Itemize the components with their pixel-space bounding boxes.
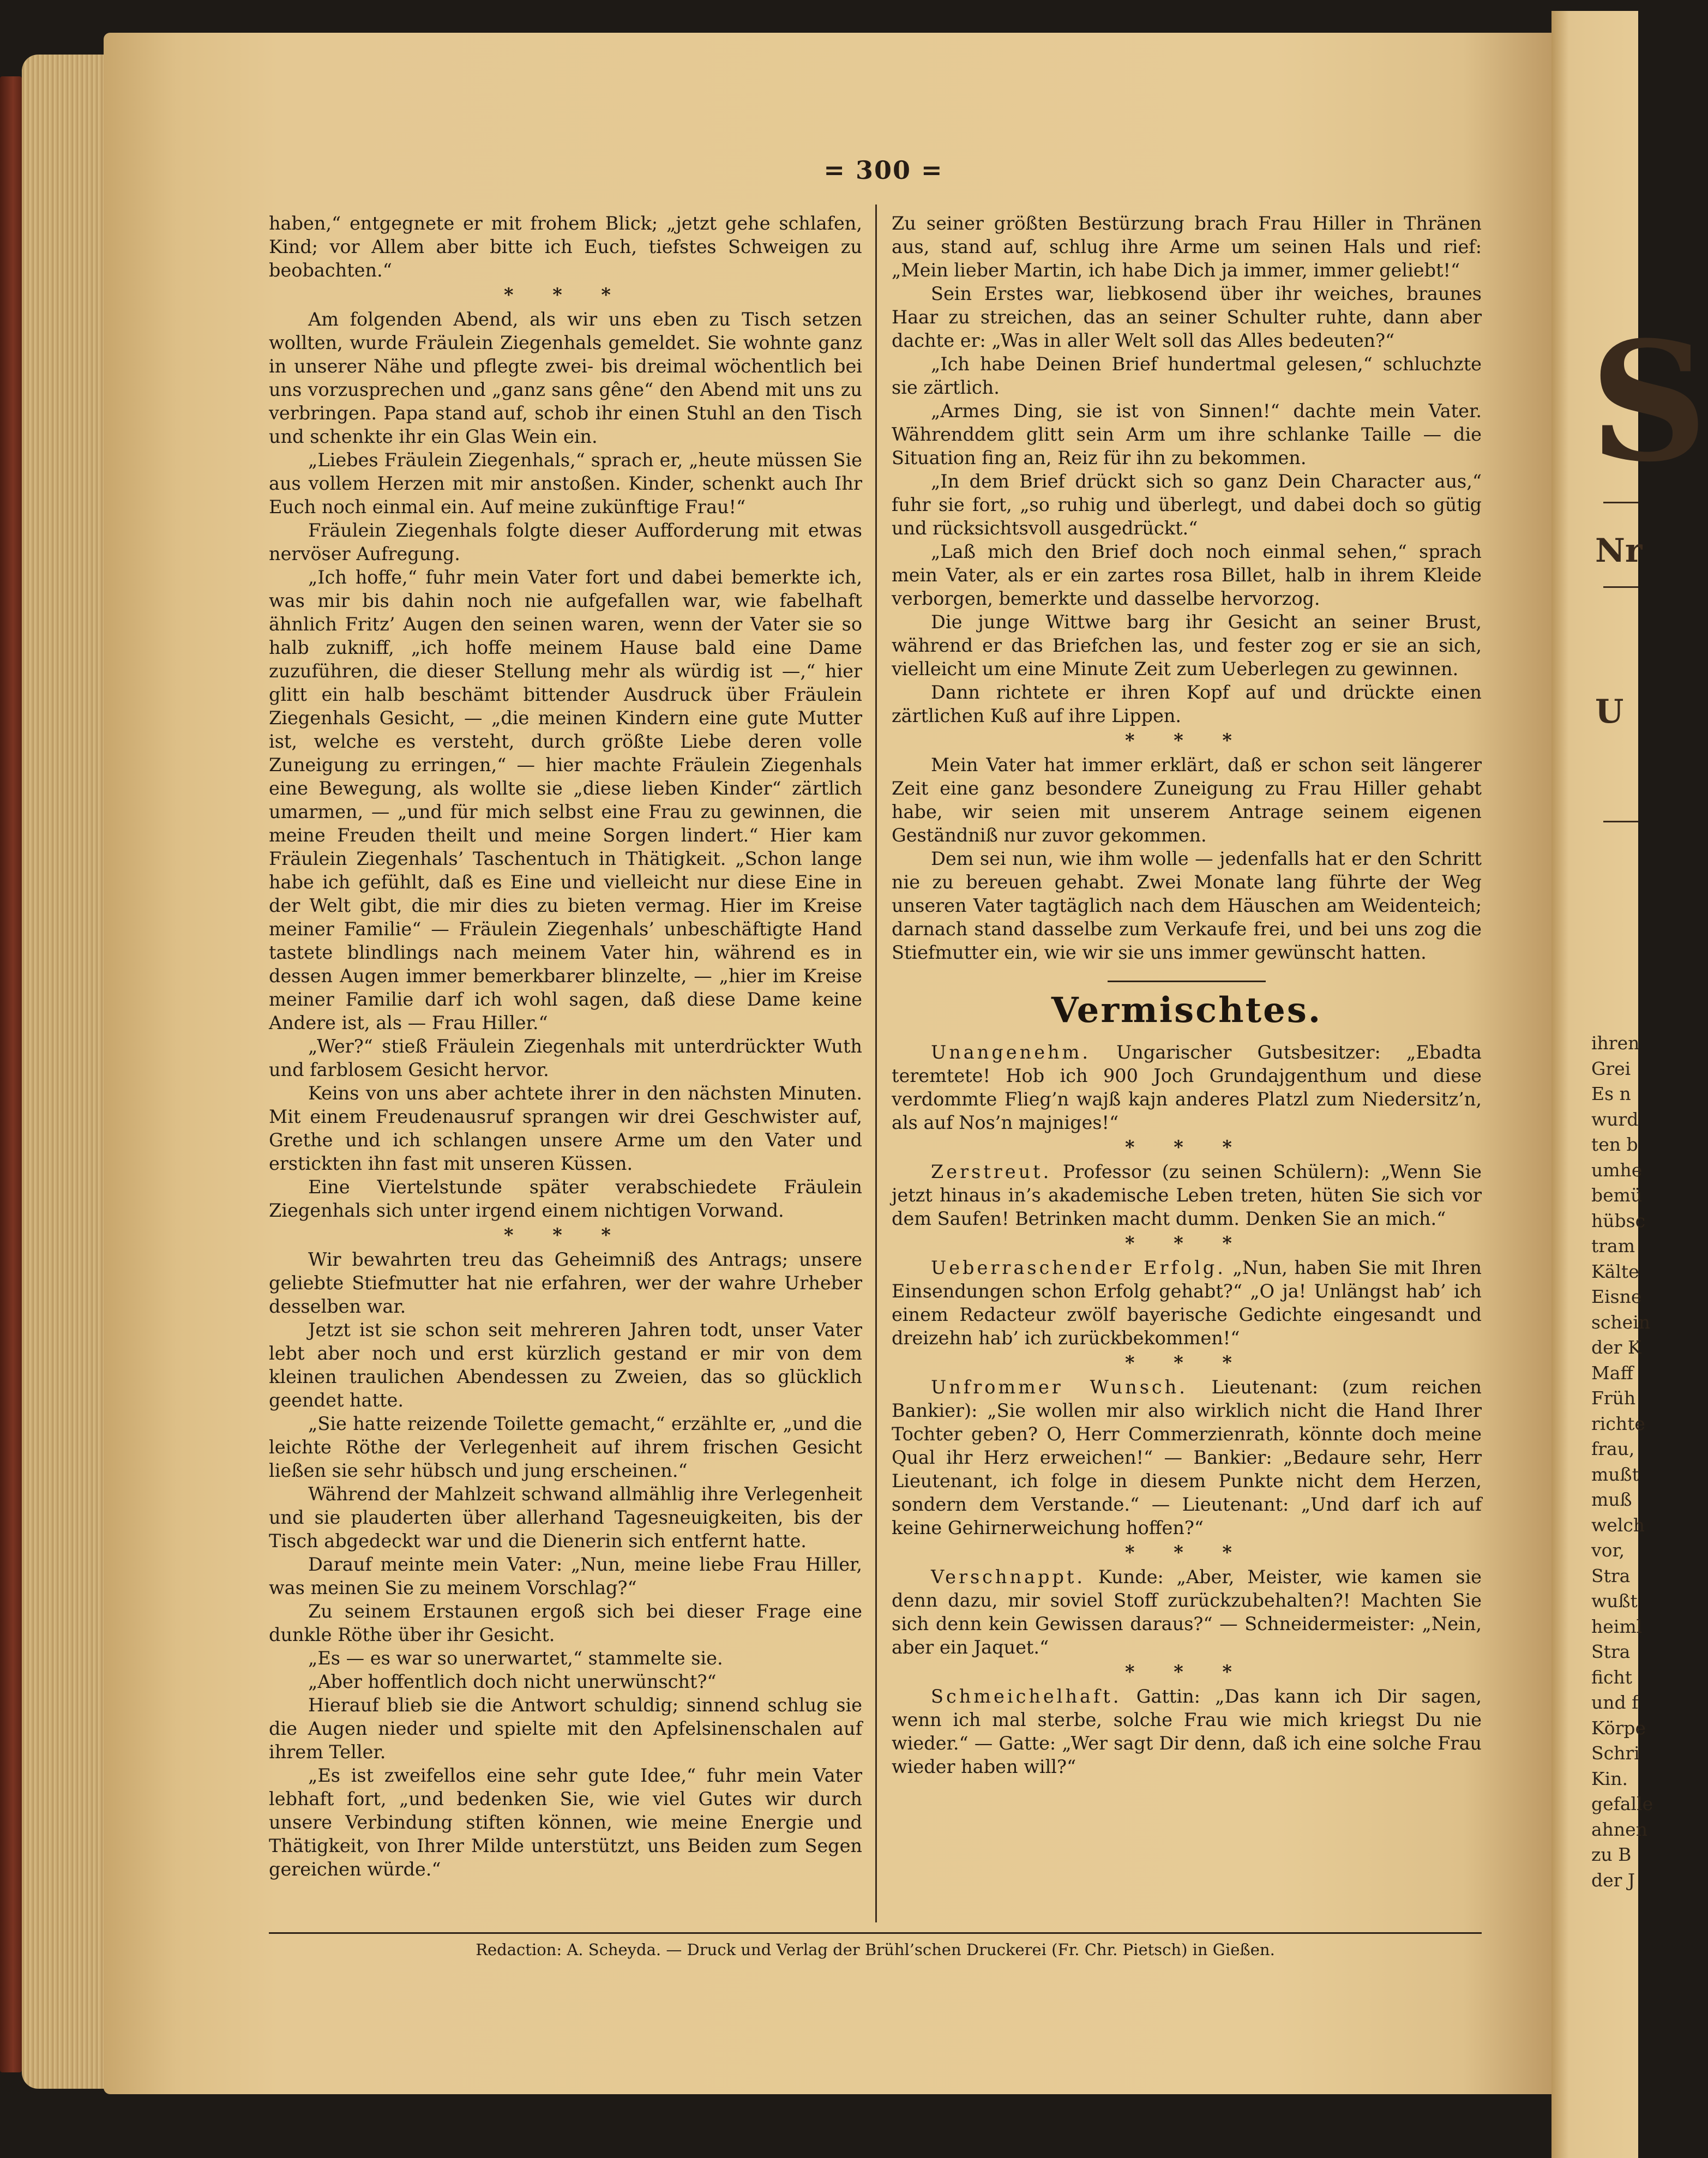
next-page-heading-fragment: Nr	[1595, 532, 1643, 570]
section-title: Vermischtes.	[1051, 990, 1322, 1031]
paragraph: „Ich habe Deinen Brief hundertmal gelesen,“ schluchzte sie zärtlich.	[892, 353, 1482, 398]
left-column	[269, 212, 862, 1881]
next-page-fragment: wußt	[1591, 1590, 1638, 1612]
anecdote	[892, 1160, 1482, 1230]
next-page-fragment: muß	[1591, 1489, 1632, 1510]
page-number-value: 300	[855, 155, 912, 185]
anecdote	[892, 1685, 1482, 1778]
next-page-fragment: bemü	[1591, 1185, 1643, 1206]
page-number: = 300 =	[823, 155, 943, 185]
next-page-fragment: wurd	[1591, 1108, 1639, 1130]
paragraph: Am folgenden Abend, als wir uns eben zu Tisch setzen wollten, wurde Fräulein Ziegenhals gemeldet. Sie wohnte ganz in unserer Nähe und pflegte zwei- bis dreimal wöchentlich bei uns vorzusprechen und „ganz sans gêne“ den Abend mit uns zu verbringen. Papa stand auf, schob ihr einen Stuhl an den Tisch und schenkte ihr ein Glas Wein ein.	[269, 309, 862, 447]
paragraph: „Ich hoffe,“ fuhr mein Vater fort und dabei bemerkte ich, was mir bis dahin noch nie aufgefallen war, wie fabelhaft ähnlich Fritz’ Augen den seinen waren, wenn der Vater sie so halb zukniff, „ich hoffe meinem Hause bald eine Dame zuzuführen, die dieser Stellung mehr als würdig ist —,“ hier glitt ein halb beschämt bittender Ausdruck über Fräulein Ziegenhals Gesicht, — „die meinen Kindern eine gute Mutter ist, welche es versteht, durch größte Liebe deren volle Zuneigung zu erringen,“ — hier machte Fräulein Ziegenhals eine Bewegung, als wollte sie „diese lieben Kinder“ zärtlich umarmen, — „und für mich selbst eine Frau zu gewinnen, die meine Freuden theilt und meine Sorgen lindert.“ Hier kam Fräulein Ziegenhals’ Taschentuch in Thätigkeit. „Schon lange habe ich gefühlt, daß es Eine und vielleicht nur diese Eine in der Welt gibt, die mir dies zu bieten vermag. Hier im Kreise meiner Familie“ — Fräulein Ziegenhals’ unbeschäftigte Hand tastete blindlings nach meinem Vater hin, während es in dessen Augen immer bemerkbarer blinzelte, — „hier im Kreise meiner Familie darf ich wohl sagen, daß diese Dame keine Andere ist, als — Frau Hiller.“	[269, 567, 862, 1033]
next-page-fragment: Kälte	[1591, 1260, 1639, 1282]
next-page-fragment: und f	[1591, 1692, 1639, 1713]
paragraph: Mein Vater hat immer erklärt, daß er schon seit längerer Zeit eine ganz besondere Zuneigung zu Frau Hiller gehabt habe, wir seien mit unserem Antrage seinem eigenen Geständniß nur zuvor gekommen.	[892, 754, 1482, 846]
next-page-fragment: Es n	[1591, 1083, 1631, 1104]
next-page-fragment: Maff	[1591, 1362, 1633, 1384]
section-break-stars: * * *	[504, 1224, 627, 1246]
next-page-fragment: hübsc	[1591, 1210, 1646, 1231]
right-column	[892, 212, 1482, 1778]
next-page-rule	[1603, 586, 1638, 588]
next-page-fragment: Grei	[1591, 1057, 1631, 1079]
right-column-story	[892, 212, 1482, 964]
paragraph: Dem sei nun, wie ihm wolle — jedenfalls hat er den Schritt nie zu bereuen gehabt. Zwei Monate lang führte der Weg unseren Vater tagtäglich nach dem Häuschen am Weidenteich; darnach stand dasselbe zum Verkaufe frei, und bei uns zog die Stiefmutter ein, wie wir sie uns immer gewünscht hatten.	[892, 848, 1482, 963]
paragraph: „Laß mich den Brief doch noch einmal sehen,“ sprach mein Vater, als er ein zartes rosa Billet, halb in ihrem Kleide verborgen, bemerkte und dasselbe hervorzog.	[892, 541, 1482, 609]
book-binding	[0, 76, 22, 2072]
paragraph: „Sie hatte reizende Toilette gemacht,“ erzählte er, „und die leichte Röthe der Verlegenheit auf ihrem frischen Gesicht ließen sie sehr hübsch und jung erscheinen.“	[269, 1413, 862, 1481]
paragraph: „Es — es war so unerwartet,“ stammelte sie.	[308, 1648, 723, 1669]
next-page-fragment: vor,	[1591, 1540, 1625, 1561]
anecdote-heading: Zerstreut.	[931, 1161, 1052, 1182]
next-page-fragment: Schri	[1591, 1742, 1640, 1764]
next-page-fragment: ficht	[1591, 1666, 1633, 1688]
anecdote	[892, 1375, 1482, 1540]
paragraph: „In dem Brief drückt sich so ganz Dein Character aus,“ fuhr sie fort, „so ruhig und überlegt, und dabei doch so gütig und rücksichtsvoll ausgedrückt.“	[892, 471, 1482, 539]
next-page-fragment: welch	[1591, 1514, 1645, 1536]
next-page-fragment: mußt	[1591, 1463, 1639, 1485]
column-divider	[875, 205, 877, 1922]
next-page-fragment: zu B	[1591, 1844, 1632, 1865]
section-break-stars: * * *	[504, 284, 627, 305]
next-page-fragment: umhe	[1591, 1159, 1643, 1181]
paragraph: Zu seiner größten Bestürzung brach Frau Hiller in Thränen aus, stand auf, schlug ihre Arme um seinen Hals und rief: „Mein lieber Martin, ich habe Dich ja immer, immer geliebt!“	[892, 213, 1482, 281]
next-page-fragment: Kin.	[1591, 1768, 1628, 1789]
section-break-stars: * * *	[1125, 1137, 1248, 1158]
paragraph: Während der Mahlzeit schwand allmählig ihre Verlegenheit und sie plauderten über allerhand Tagesneuigkeiten, bis der Tisch abgedeckt war und die Dienerin sich entfernt hatte.	[269, 1483, 862, 1552]
next-page-fragment: schein	[1591, 1311, 1651, 1333]
next-page-title-fragment: S	[1590, 305, 1708, 498]
next-page-fragment: heiml	[1591, 1615, 1643, 1637]
paragraph: haben,“ entgegnete er mit frohem Blick; „jetzt gehe schlafen, Kind; vor Allem aber bitte ich Euch, tiefstes Schweigen zu beobachten.“	[269, 213, 862, 281]
anecdote-heading: Schmeichelhaft.	[931, 1686, 1122, 1707]
paragraph: Wir bewahrten treu das Geheimniß des Antrags; unsere geliebte Stiefmutter hat nie erfahren, wer der wahre Urheber desselben war.	[269, 1249, 862, 1317]
paragraph: „Liebes Fräulein Ziegenhals,“ sprach er, „heute müssen Sie aus vollem Herzen mit mir anstoßen. Kinder, schenkt auch Ihr Euch noch einmal ein. Auf meine zukünftige Frau!“	[269, 449, 862, 518]
anecdote-heading: Unangenehm.	[931, 1042, 1091, 1063]
paragraph: „Es ist zweifellos eine sehr gute Idee,“ fuhr mein Vater lebhaft fort, „und bedenken Sie, wie viel Gutes wir durch unsere Verbindung stiften können, wie meine Energie und Thätigkeit, von Ihrer Milde unterstützt, uns Beiden zum Segen gereichen würde.“	[269, 1765, 862, 1880]
anecdotes	[892, 1041, 1482, 1778]
anecdote-text: Professor (zu seinen Schülern): „Wenn Sie jetzt hinaus in’s akademische Leben treten, hüten Sie sich vor dem Saufen! Betrinken macht dumm. Denken Sie an mich.“	[892, 1161, 1482, 1229]
next-page-fragment: der K	[1591, 1337, 1641, 1358]
paragraph: Jetzt ist sie schon seit mehreren Jahren todt, unser Vater lebt aber noch und erst kürzlich gestand er mir von dem kleinen traulichen Abendessen zu Zweien, das so glücklich geendet hatte.	[269, 1319, 862, 1411]
next-page-fragment: Körpe	[1591, 1717, 1646, 1739]
anecdote-text: „Nun, haben Sie mit Ihren Einsendungen schon Erfolg gehabt?“ „O ja! Unlängst hab’ ich einem Redacteur zwölf bayerische Gedichte eingesandt und dreizehn hab’ ich zurückbekommen!“	[892, 1257, 1482, 1349]
paragraph: „Aber hoffentlich doch nicht unerwünscht?“	[308, 1671, 717, 1692]
section-break-stars: * * *	[1125, 1233, 1248, 1254]
paragraph: Darauf meinte mein Vater: „Nun, meine liebe Frau Hiller, was meinen Sie zu meinem Vorschlag?“	[269, 1554, 862, 1598]
anecdote-heading: Verschnappt.	[931, 1566, 1086, 1588]
next-page-fragment: ihren	[1591, 1032, 1640, 1054]
paragraph: Dann richtete er ihren Kopf auf und drückte einen zärtlichen Kuß auf ihre Lippen.	[892, 682, 1482, 726]
next-page-fragment: der J	[1591, 1869, 1635, 1891]
anecdote-text: Lieutenant: (zum reichen Bankier): „Sie wollen mir also wirklich nicht die Hand Ihrer Tochter geben? O, Herr Commerzienrath, könnte doch meine Qual ihr Herz erweichen!“ — Bankier: „Bedaure sehr, Herr Lieutenant, ich folge in diesem Punkte nicht dem Herzen, sondern dem Verstande.“ — Lieutenant: „Und darf ich auf keine Gehirnerweichung hoffen?“	[892, 1376, 1482, 1538]
anecdote	[892, 1565, 1482, 1659]
section-break-stars: * * *	[1125, 1542, 1248, 1563]
next-page-fragment: Stra	[1591, 1565, 1631, 1586]
next-page-fragment: Früh	[1591, 1387, 1636, 1409]
section-break-stars: * * *	[1125, 1352, 1248, 1373]
anecdote-heading: Unfrommer Wunsch.	[931, 1376, 1188, 1398]
anecdote	[892, 1041, 1482, 1134]
next-page-fragment: tram	[1591, 1235, 1635, 1257]
paragraph: Fräulein Ziegenhals folgte dieser Aufforderung mit etwas nervöser Aufregung.	[269, 520, 862, 564]
section-break-stars: * * *	[1125, 730, 1248, 751]
paragraph: „Armes Ding, sie ist von Sinnen!“ dachte mein Vater. Währenddem glitt sein Arm um ihre schlanke Taille — die Situation fing an, Reiz für ihn zu bekommen.	[892, 400, 1482, 468]
paragraph: „Wer?“ stieß Fräulein Ziegenhals mit unterdrückter Wuth und farblosem Gesicht hervor.	[269, 1036, 862, 1080]
next-page-fragment: Eisne	[1591, 1286, 1642, 1307]
footer-rule	[269, 1932, 1482, 1934]
section-rule	[1108, 981, 1266, 982]
anecdote-text: Gattin: „Das kann ich Dir sagen, wenn ich mal sterbe, solche Frau wie mich kriegst Du nie wieder.“ — Gatte: „Wer sagt Dir denn, daß ich eine solche Frau wieder haben will?“	[892, 1686, 1482, 1777]
anecdote-text: Kunde: „Aber, Meister, wie kamen sie denn dazu, mir soviel Stoff zurückzubehalten?! Machten Sie sich denn kein Gewissen daraus?“ — Schneidermeister: „Nein, aber ein Jaquet.“	[892, 1566, 1482, 1658]
next-page-text-fragments	[1591, 1031, 1653, 1893]
next-page-rule	[1603, 502, 1638, 503]
paragraph: Hierauf blieb sie die Antwort schuldig; sinnend schlug sie die Augen nieder und spielte mit den Apfelsinenschalen auf ihrem Teller.	[269, 1694, 862, 1763]
next-page-fragment: richte	[1591, 1412, 1645, 1434]
section-break-stars: * * *	[1125, 1661, 1248, 1682]
next-page-fragment: ahnen	[1591, 1818, 1647, 1840]
paragraph: Die junge Wittwe barg ihr Gesicht an seiner Brust, während er das Briefchen las, und fester zog er sie an sich, vielleicht um eine Minute Zeit zum Ueberlegen zu gewinnen.	[892, 611, 1482, 680]
anecdote	[892, 1256, 1482, 1350]
paragraph: Sein Erstes war, liebkosend über ihr weiches, braunes Haar zu streichen, das an seiner Schulter ruhte, dann aber dachte er: „Was in aller Welt soll das Alles bedeuten?“	[892, 283, 1482, 351]
paragraph: Zu seinem Erstaunen ergoß sich bei dieser Frage eine dunkle Röthe über ihr Gesicht.	[269, 1601, 862, 1645]
next-page-fragment: frau,	[1591, 1438, 1635, 1459]
next-page-fragment: gefalle	[1591, 1793, 1653, 1814]
anecdote-heading: Ueberraschender Erfolg.	[931, 1257, 1226, 1278]
anecdote-text: Ungarischer Gutsbesitzer: „Ebadta teremtete! Hob ich 900 Joch Grundajgenthum und diese verdommte Flieg’n wajß kajn anderes Platzl zum Niedersitz’n, als auf Nos’n majniges!“	[892, 1042, 1482, 1133]
next-page-rule	[1603, 821, 1638, 822]
footer-imprint: Redaction: A. Scheyda. — Druck und Verlag der Brühl’schen Druckerei (Fr. Chr. Pietsch) in Gießen.	[476, 1940, 1275, 1959]
next-page-fragment: Stra	[1591, 1641, 1631, 1662]
paragraph: Keins von uns aber achtete ihrer in den nächsten Minuten. Mit einem Freudenausruf sprangen wir drei Geschwister auf, Grethe und ich schlangen unsere Arme um den Vater und erstickten ihn fast mit unseren Küssen.	[269, 1083, 862, 1174]
paragraph: Eine Viertelstunde später verabschiedete Fräulein Ziegenhals sich unter irgend einem nichtigen Vorwand.	[269, 1176, 862, 1221]
next-page-subheading-fragment: U	[1595, 693, 1624, 731]
next-page-fragment: ten b	[1591, 1134, 1638, 1155]
